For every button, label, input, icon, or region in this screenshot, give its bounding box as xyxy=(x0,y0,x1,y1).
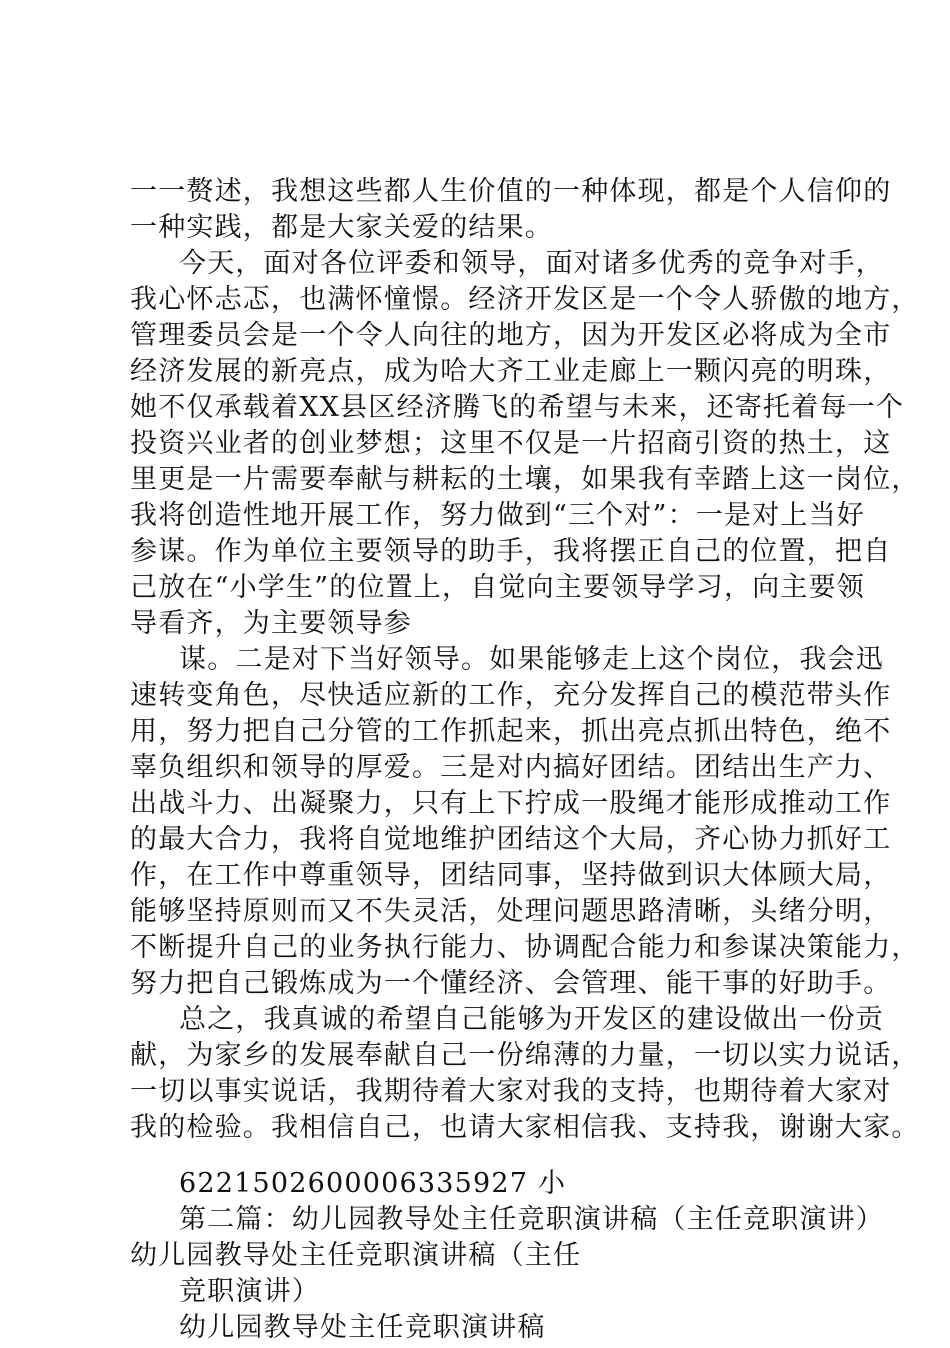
text-line: 我心怀忐忑，也满怀憧憬。经济开发区是一个令人骄傲的地方， xyxy=(130,284,920,315)
title-line: 幼儿园教导处主任竞职演讲稿 xyxy=(179,1312,546,1343)
text-line: 速转变角色，尽快适应新的工作，充分发挥自己的模范带头作 xyxy=(130,680,892,711)
text-line: 献，为家乡的发展奉献自己一份绵薄的力量，一切以实力说话， xyxy=(130,1040,920,1071)
text-line: 己放在“小学生”的位置上，自觉向主要领导学习，向主要领 xyxy=(130,572,866,603)
paragraph-start-line: 总之，我真诚的希望自己能够为开发区的建设做出一份贡 xyxy=(179,1004,884,1035)
text-line: 努力把自己锻炼成为一个懂经济、会管理、能干事的好助手。 xyxy=(130,968,892,999)
text-line: 参谋。作为单位主要领导的助手，我将摆正自己的位置，把自 xyxy=(130,536,892,567)
text-line: 里更是一片需要奉献与耕耘的土壤，如果我有幸踏上这一岗位， xyxy=(130,464,920,495)
text-line: 辜负组织和领导的厚爱。三是对内搞好团结。团结出生产力、 xyxy=(130,752,892,783)
text-line: 不断提升自己的业务执行能力、协调配合能力和参谋决策能力， xyxy=(130,932,920,963)
text-line: 作，在工作中尊重领导，团结同事，坚持做到识大体顾大局， xyxy=(130,860,892,891)
paragraph-start-line: 今天，面对各位评委和领导，面对诸多优秀的竞争对手， xyxy=(179,248,884,279)
section-heading: 第二篇：幼儿园教导处主任竞职演讲稿（主任竞职演讲） xyxy=(179,1204,884,1235)
text-line: 导看齐，为主要领导参 xyxy=(130,608,412,639)
text-line: 投资兴业者的创业梦想；这里不仅是一片招商引资的热土，这 xyxy=(130,428,892,459)
text-line: 她不仅承载着XX县区经济腾飞的希望与未来，还寄托着每一个 xyxy=(130,392,905,423)
text-line: 一一赘述，我想这些都人生价值的一种体现，都是个人信仰的 xyxy=(130,176,892,207)
text-line: 我的检验。我相信自己，也请大家相信我、支持我，谢谢大家。 xyxy=(130,1112,920,1143)
title-line: 竞职演讲） xyxy=(179,1276,320,1307)
text-line: 出战斗力、出凝聚力，只有上下拧成一股绳才能形成推动工作 xyxy=(130,788,892,819)
text-line: 的最大合力，我将自觉地维护团结这个大局，齐心协力抓好工 xyxy=(130,824,892,855)
text-line: 我将创造性地开展工作，努力做到“三个对”：一是对上当好 xyxy=(130,500,866,531)
title-line: 幼儿园教导处主任竞职演讲稿（主任 xyxy=(130,1240,582,1271)
text-line: 能够坚持原则而又不失灵活，处理问题思路清晰，头绪分明， xyxy=(130,896,892,927)
text-line: 经济发展的新亮点，成为哈大齐工业走廊上一颗闪亮的明珠， xyxy=(130,356,892,387)
account-number-line: 6221502600006335927 小 xyxy=(179,1168,567,1199)
text-line: 管理委员会是一个令人向往的地方，因为开发区必将成为全市 xyxy=(130,320,892,351)
paragraph-start-line: 谋。二是对下当好领导。如果能够走上这个岗位，我会迅 xyxy=(179,644,884,675)
text-line: 一种实践，都是大家关爱的结果。 xyxy=(130,212,553,243)
text-line: 用，努力把自己分管的工作抓起来，抓出亮点抓出特色，绝不 xyxy=(130,716,892,747)
text-line: 一切以事实说话，我期待着大家对我的支持，也期待着大家对 xyxy=(130,1076,892,1107)
